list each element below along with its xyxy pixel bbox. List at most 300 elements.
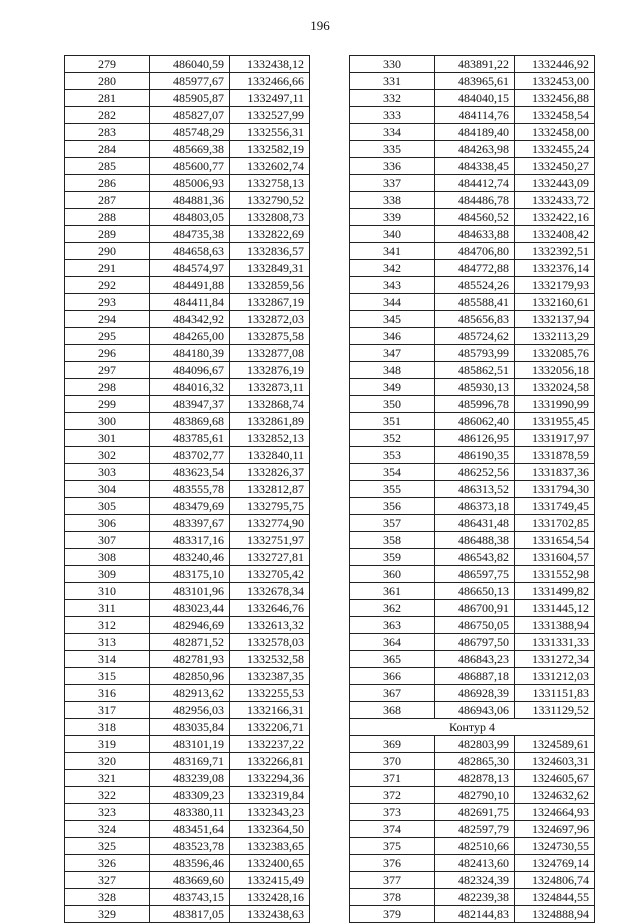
table-row [65, 736, 310, 753]
table-row [350, 90, 595, 107]
table-row [65, 464, 310, 481]
coordinate-x: 482597,79 [435, 821, 515, 838]
coordinate-x: 483479,69 [150, 498, 230, 515]
coordinate-y: 1332364,50 [230, 821, 310, 838]
table-row [65, 719, 310, 736]
point-number: 369 [350, 736, 435, 753]
coordinate-x: 486190,35 [435, 447, 515, 464]
coordinate-x: 483035,84 [150, 719, 230, 736]
table-row [65, 481, 310, 498]
point-number: 321 [65, 770, 150, 787]
coordinate-x: 486750,05 [435, 617, 515, 634]
coordinate-y: 1332024,58 [515, 379, 595, 396]
table-row [350, 481, 595, 498]
table-row [350, 447, 595, 464]
coordinate-x: 486843,23 [435, 651, 515, 668]
table-row [350, 821, 595, 838]
point-number: 280 [65, 73, 150, 90]
table-row [65, 413, 310, 430]
coordinate-y: 1332415,49 [230, 872, 310, 889]
table-row [65, 260, 310, 277]
coordinate-y: 1332826,37 [230, 464, 310, 481]
point-number: 361 [350, 583, 435, 600]
coordinate-y: 1332458,00 [515, 124, 595, 141]
coordinate-y: 1324769,14 [515, 855, 595, 872]
point-number: 281 [65, 90, 150, 107]
table-row [65, 447, 310, 464]
coordinate-x: 482239,38 [435, 889, 515, 906]
table-row [65, 345, 310, 362]
coordinate-x: 484486,78 [435, 192, 515, 209]
coordinate-y: 1324605,67 [515, 770, 595, 787]
point-number: 340 [350, 226, 435, 243]
table-row [65, 56, 310, 73]
point-number: 337 [350, 175, 435, 192]
coordinate-y: 1332578,03 [230, 634, 310, 651]
coordinate-y: 1332294,36 [230, 770, 310, 787]
coordinate-y: 1332443,09 [515, 175, 595, 192]
coordinate-y: 1331702,85 [515, 515, 595, 532]
coordinate-x: 483523,78 [150, 838, 230, 855]
coordinate-y: 1332455,24 [515, 141, 595, 158]
coordinate-y: 1332166,31 [230, 702, 310, 719]
point-number: 323 [65, 804, 150, 821]
coordinate-y: 1332343,23 [230, 804, 310, 821]
point-number: 306 [65, 515, 150, 532]
table-row [65, 532, 310, 549]
coordinate-x: 483451,64 [150, 821, 230, 838]
coordinate-y: 1331552,98 [515, 566, 595, 583]
coordinate-x: 484633,88 [435, 226, 515, 243]
point-number: 332 [350, 90, 435, 107]
point-number: 313 [65, 634, 150, 651]
coordinate-y: 1331331,33 [515, 634, 595, 651]
table-row [350, 464, 595, 481]
table-row [350, 311, 595, 328]
table-row [350, 243, 595, 260]
table-row [350, 702, 595, 719]
table-row [65, 634, 310, 651]
table-row [350, 651, 595, 668]
point-number: 298 [65, 379, 150, 396]
table-row [65, 872, 310, 889]
coordinate-y: 1332602,74 [230, 158, 310, 175]
coordinate-x: 486126,95 [435, 430, 515, 447]
table-row [350, 175, 595, 192]
table-row [65, 192, 310, 209]
coordinate-y: 1332376,14 [515, 260, 595, 277]
coordinate-x: 484411,84 [150, 294, 230, 311]
coordinate-x: 482956,03 [150, 702, 230, 719]
coordinate-x: 486488,38 [435, 532, 515, 549]
coordinate-x: 485996,78 [435, 396, 515, 413]
coordinate-y: 1332808,73 [230, 209, 310, 226]
coordinate-x: 483743,15 [150, 889, 230, 906]
point-number: 350 [350, 396, 435, 413]
point-number: 290 [65, 243, 150, 260]
point-number: 349 [350, 379, 435, 396]
coordinate-y: 1332446,92 [515, 56, 595, 73]
table-row [350, 855, 595, 872]
coordinate-y: 1332678,34 [230, 583, 310, 600]
coordinate-y: 1332790,52 [230, 192, 310, 209]
coordinate-x: 484180,39 [150, 345, 230, 362]
coordinate-x: 486040,59 [150, 56, 230, 73]
coordinate-y: 1332433,72 [515, 192, 595, 209]
coordinate-x: 486062,40 [435, 413, 515, 430]
point-number: 308 [65, 549, 150, 566]
coordinate-y: 1332266,81 [230, 753, 310, 770]
coordinate-y: 1332056,18 [515, 362, 595, 379]
table-row [350, 277, 595, 294]
coordinate-x: 485930,13 [435, 379, 515, 396]
point-number: 299 [65, 396, 150, 413]
table-row [350, 634, 595, 651]
coordinate-x: 482781,93 [150, 651, 230, 668]
coordinate-y: 1332532,58 [230, 651, 310, 668]
table-row [65, 838, 310, 855]
table-row [350, 345, 595, 362]
coordinate-x: 483175,10 [150, 566, 230, 583]
coordinate-y: 1324632,62 [515, 787, 595, 804]
point-number: 339 [350, 209, 435, 226]
coordinate-y: 1331749,45 [515, 498, 595, 515]
coordinate-y: 1332422,16 [515, 209, 595, 226]
coordinate-y: 1332438,63 [230, 906, 310, 923]
point-number: 357 [350, 515, 435, 532]
coordinate-x: 482946,69 [150, 617, 230, 634]
table-row [65, 141, 310, 158]
point-number: 316 [65, 685, 150, 702]
coordinate-x: 483555,78 [150, 481, 230, 498]
table-row [350, 107, 595, 124]
table-row [350, 328, 595, 345]
coordinate-x: 485827,07 [150, 107, 230, 124]
point-number: 309 [65, 566, 150, 583]
point-number: 362 [350, 600, 435, 617]
table-row [350, 906, 595, 923]
table-row [65, 294, 310, 311]
table-row [65, 328, 310, 345]
coordinate-x: 486700,91 [435, 600, 515, 617]
point-number: 314 [65, 651, 150, 668]
coordinate-y: 1332758,13 [230, 175, 310, 192]
coordinate-y: 1332450,27 [515, 158, 595, 175]
coordinate-y: 1332527,99 [230, 107, 310, 124]
coordinate-y: 1332861,89 [230, 413, 310, 430]
coordinate-x: 483669,60 [150, 872, 230, 889]
coordinate-y: 1332255,53 [230, 685, 310, 702]
table-row [350, 158, 595, 175]
coordinate-y: 1332400,65 [230, 855, 310, 872]
table-row [65, 770, 310, 787]
point-number: 352 [350, 430, 435, 447]
coordinate-x: 485588,41 [435, 294, 515, 311]
coordinate-y: 1332113,29 [515, 328, 595, 345]
coordinate-x: 484114,76 [435, 107, 515, 124]
coordinate-x: 486543,82 [435, 549, 515, 566]
coordinate-y: 1332859,56 [230, 277, 310, 294]
coordinate-y: 1332795,75 [230, 498, 310, 515]
coordinate-y: 1332582,19 [230, 141, 310, 158]
coordinate-y: 1324664,93 [515, 804, 595, 821]
table-row [65, 362, 310, 379]
point-number: 329 [65, 906, 150, 923]
coordinate-y: 1331955,45 [515, 413, 595, 430]
point-number: 333 [350, 107, 435, 124]
table-row [65, 515, 310, 532]
coordinate-x: 484881,36 [150, 192, 230, 209]
coordinate-x: 484803,05 [150, 209, 230, 226]
point-number: 358 [350, 532, 435, 549]
table-row [350, 379, 595, 396]
coordinate-x: 483891,22 [435, 56, 515, 73]
coordinate-x: 486943,06 [435, 702, 515, 719]
point-number: 327 [65, 872, 150, 889]
coordinate-y: 1331878,59 [515, 447, 595, 464]
coordinate-x: 483023,44 [150, 600, 230, 617]
table-row [65, 379, 310, 396]
coordinate-y: 1332392,51 [515, 243, 595, 260]
coordinate-y: 1332456,88 [515, 90, 595, 107]
coordinates-table-right [349, 55, 595, 923]
coordinate-y: 1332852,13 [230, 430, 310, 447]
coordinate-y: 1332438,12 [230, 56, 310, 73]
point-number: 341 [350, 243, 435, 260]
coordinate-x: 484412,74 [435, 175, 515, 192]
table-row [350, 532, 595, 549]
coordinate-x: 482803,99 [435, 736, 515, 753]
table-row [350, 56, 595, 73]
table-row [65, 906, 310, 923]
coordinate-x: 486313,52 [435, 481, 515, 498]
coordinate-x: 486928,39 [435, 685, 515, 702]
point-number: 351 [350, 413, 435, 430]
table-row [350, 396, 595, 413]
coordinate-y: 1331499,82 [515, 583, 595, 600]
table-row [65, 787, 310, 804]
table-row [350, 192, 595, 209]
table-body-left [65, 56, 310, 923]
coordinate-x: 484491,88 [150, 277, 230, 294]
coordinate-x: 484016,32 [150, 379, 230, 396]
point-number: 304 [65, 481, 150, 498]
point-number: 353 [350, 447, 435, 464]
table-row [350, 872, 595, 889]
coordinate-y: 1332872,03 [230, 311, 310, 328]
table-row [65, 311, 310, 328]
coordinate-x: 483309,23 [150, 787, 230, 804]
table-row [350, 498, 595, 515]
coordinate-x: 482691,75 [435, 804, 515, 821]
coordinate-x: 485862,51 [435, 362, 515, 379]
coordinate-y: 1332822,69 [230, 226, 310, 243]
coordinate-y: 1332206,71 [230, 719, 310, 736]
table-row [350, 430, 595, 447]
coordinate-y: 1332160,61 [515, 294, 595, 311]
table-row [65, 600, 310, 617]
point-number: 295 [65, 328, 150, 345]
coordinate-y: 1332556,31 [230, 124, 310, 141]
point-number: 328 [65, 889, 150, 906]
table-row [65, 73, 310, 90]
coordinate-y: 1324806,74 [515, 872, 595, 889]
coordinate-y: 1332646,76 [230, 600, 310, 617]
point-number: 289 [65, 226, 150, 243]
coordinate-y: 1332727,81 [230, 549, 310, 566]
section-title: Контур 4 [350, 719, 595, 736]
coordinate-y: 1332387,35 [230, 668, 310, 685]
point-number: 334 [350, 124, 435, 141]
coordinate-x: 482324,39 [435, 872, 515, 889]
coordinate-x: 482413,60 [435, 855, 515, 872]
table-row [65, 277, 310, 294]
coordinate-y: 1332179,93 [515, 277, 595, 294]
table-row [350, 566, 595, 583]
point-number: 371 [350, 770, 435, 787]
coordinate-y: 1332408,42 [515, 226, 595, 243]
point-number: 282 [65, 107, 150, 124]
point-number: 317 [65, 702, 150, 719]
point-number: 305 [65, 498, 150, 515]
table-row [350, 787, 595, 804]
coordinate-x: 482144,83 [435, 906, 515, 923]
table-row [350, 770, 595, 787]
coordinate-y: 1324730,55 [515, 838, 595, 855]
coordinate-y: 1332497,11 [230, 90, 310, 107]
coordinate-x: 485524,26 [435, 277, 515, 294]
coordinate-x: 482878,13 [435, 770, 515, 787]
coordinate-x: 483239,08 [150, 770, 230, 787]
point-number: 319 [65, 736, 150, 753]
coordinate-y: 1332751,97 [230, 532, 310, 549]
coordinate-y: 1331604,57 [515, 549, 595, 566]
coordinate-y: 1324589,61 [515, 736, 595, 753]
coordinate-y: 1332873,11 [230, 379, 310, 396]
point-number: 315 [65, 668, 150, 685]
table-row [65, 889, 310, 906]
point-number: 347 [350, 345, 435, 362]
table-row [65, 243, 310, 260]
coordinate-y: 1331388,94 [515, 617, 595, 634]
coordinate-x: 484265,00 [150, 328, 230, 345]
table-body-right [350, 56, 595, 923]
coordinate-y: 1332428,16 [230, 889, 310, 906]
point-number: 294 [65, 311, 150, 328]
coordinate-x: 483869,68 [150, 413, 230, 430]
table-row [65, 498, 310, 515]
coordinate-x: 486887,18 [435, 668, 515, 685]
table-row [350, 362, 595, 379]
point-number: 297 [65, 362, 150, 379]
coordinate-y: 1332237,22 [230, 736, 310, 753]
coordinate-x: 485656,83 [435, 311, 515, 328]
point-number: 335 [350, 141, 435, 158]
table-row [350, 838, 595, 855]
coordinate-x: 484342,92 [150, 311, 230, 328]
coordinate-y: 1332705,42 [230, 566, 310, 583]
coordinate-y: 1332137,94 [515, 311, 595, 328]
point-number: 365 [350, 651, 435, 668]
table-row [65, 651, 310, 668]
table-row [350, 294, 595, 311]
table-row [350, 226, 595, 243]
coordinate-y: 1332875,58 [230, 328, 310, 345]
table-row [65, 668, 310, 685]
coordinate-y: 1324697,96 [515, 821, 595, 838]
point-number: 279 [65, 56, 150, 73]
coordinate-x: 483169,71 [150, 753, 230, 770]
coordinate-x: 483101,19 [150, 736, 230, 753]
table-row [65, 583, 310, 600]
point-number: 378 [350, 889, 435, 906]
point-number: 307 [65, 532, 150, 549]
coordinate-x: 482865,30 [435, 753, 515, 770]
coordinate-x: 483240,46 [150, 549, 230, 566]
point-number: 373 [350, 804, 435, 821]
coordinate-y: 1332383,65 [230, 838, 310, 855]
point-number: 377 [350, 872, 435, 889]
table-row [350, 685, 595, 702]
coordinate-y: 1332319,84 [230, 787, 310, 804]
point-number: 286 [65, 175, 150, 192]
coordinate-x: 485669,38 [150, 141, 230, 158]
table-row [350, 804, 595, 821]
point-number: 291 [65, 260, 150, 277]
coordinate-x: 484735,38 [150, 226, 230, 243]
coordinate-y: 1332453,00 [515, 73, 595, 90]
coordinate-x: 485600,77 [150, 158, 230, 175]
coordinate-y: 1331837,36 [515, 464, 595, 481]
coordinate-x: 485748,29 [150, 124, 230, 141]
coordinate-y: 1332774,90 [230, 515, 310, 532]
coordinate-x: 483380,11 [150, 804, 230, 821]
coordinate-y: 1331990,99 [515, 396, 595, 413]
point-number: 320 [65, 753, 150, 770]
point-number: 343 [350, 277, 435, 294]
table-row [65, 821, 310, 838]
coordinate-x: 485793,99 [435, 345, 515, 362]
table-row [65, 175, 310, 192]
point-number: 324 [65, 821, 150, 838]
point-number: 345 [350, 311, 435, 328]
coordinate-x: 486797,50 [435, 634, 515, 651]
point-number: 303 [65, 464, 150, 481]
table-row [350, 617, 595, 634]
point-number: 375 [350, 838, 435, 855]
point-number: 301 [65, 430, 150, 447]
coordinate-x: 485724,62 [435, 328, 515, 345]
table-row [350, 124, 595, 141]
table-row [350, 209, 595, 226]
point-number: 288 [65, 209, 150, 226]
coordinate-y: 1324844,55 [515, 889, 595, 906]
coordinate-y: 1332849,31 [230, 260, 310, 277]
point-number: 379 [350, 906, 435, 923]
table-row [65, 753, 310, 770]
point-number: 302 [65, 447, 150, 464]
table-row [65, 549, 310, 566]
table-row [350, 889, 595, 906]
point-number: 344 [350, 294, 435, 311]
point-number: 296 [65, 345, 150, 362]
table-row [65, 855, 310, 872]
coordinate-x: 484574,97 [150, 260, 230, 277]
coordinate-x: 484772,88 [435, 260, 515, 277]
point-number: 342 [350, 260, 435, 277]
point-number: 331 [350, 73, 435, 90]
point-number: 356 [350, 498, 435, 515]
